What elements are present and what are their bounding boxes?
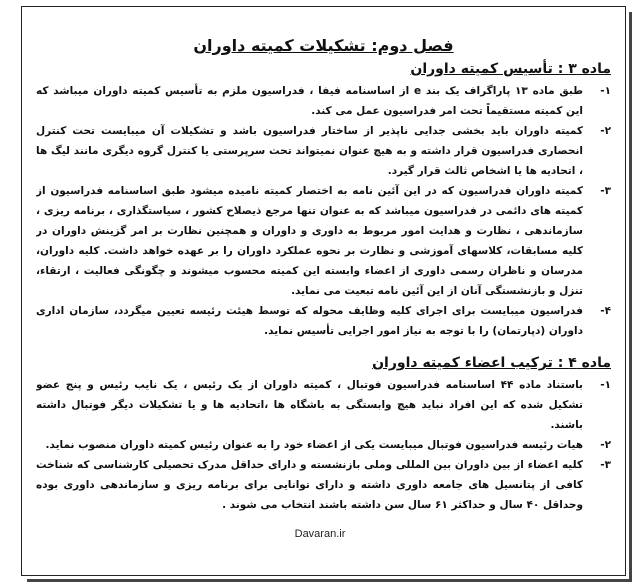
item-text: هیات رئیسه فدراسیون فوتبال میبایست یکی از اعضاء خود را به عنوان رئیس کمیته داوران منصوب نماید.	[45, 439, 583, 451]
chapter-title: فصل دوم: تشکیلات کمیته داوران	[193, 36, 454, 55]
article-4-item-3	[36, 455, 611, 515]
article-4-item-1	[36, 375, 611, 435]
item-number: ۳-	[600, 185, 611, 197]
section-title-article-4: ماده ۴ : ترکیب اعضاء کمیته داوران	[372, 355, 611, 371]
item-number: ۲-	[600, 125, 611, 137]
article-4-item-2	[36, 435, 611, 455]
item-number: ۱-	[600, 379, 611, 391]
article-3-item-2	[36, 121, 611, 181]
article-3-item-4	[36, 301, 611, 341]
item-text: فدراسیون میبایست برای اجرای کلیه وظایف محوله که توسط هیئت رئیسه تعیین میگردد، سازمان اداری داوران (دپارتمان) را با توجه به نیاز امور اجرایی تأسیس نماید.	[36, 305, 583, 337]
item-number: ۱-	[600, 85, 611, 97]
footer-website: Davaran.ir	[294, 528, 346, 540]
item-text: باستناد ماده ۴۴ اساسنامه فدراسیون فوتبال ، کمیته داوران از یک رئیس ، یک نایب رئیس و پنج عضو تشکیل شده که این افراد نباید هیچ وابستگی به باشگاه ها ،اتحادیه ها و یا تشکیلات دیگر فوتبال داشته باشند.	[36, 379, 583, 431]
item-number: ۲-	[600, 439, 611, 451]
item-text: کمیته داوران فدراسیون که در این آئین نامه به اختصار کمیته نامیده میشود طبق اساسنامه فدراسیون از کمیته های دائمی در فدراسیون میباشد که به عنوان تنها مرجع ذیصلاح کشور ، سیاستگذاری ، برنامه ریزی ، سازماندهی ، نظارت و هدایت امور مربوط به داوری و داوران و همچنین نظارت بر امر گزینش داوران در کلیه مسابقات، کلاسهای آموزشی و نظارت بر نحوه عملکرد داوران را بر عهده خواهد داشت. کلیه داوران، مدرسان و ناظران رسمی داوری از اعضاء وابسته این کمیته محسوب میشوند و چگونگی فعالیت ، ارتقاء، تنزل و بازنشستگی آنان از این آئین نامه تبعیت می نماید.	[36, 185, 583, 297]
item-text: کلیه اعضاء از بین داوران بین المللی وملی بازنشسته و دارای حداقل مدرک تحصیلی کارشناسی که شناخت کافی از پتانسیل های جامعه داوری داشته و دارای توانایی برای برنامه ریزی و سازماندهی داوری بوده وحداقل ۴۰ سال و حداکثر ۶۱ سال سن داشته باشند انتخاب می شوند .	[36, 459, 583, 511]
item-number: ۴-	[600, 305, 611, 317]
item-number: ۳-	[600, 459, 611, 471]
article-3-item-3	[36, 181, 611, 301]
item-text: طبق ماده ۱۳ پاراگراف یک بند e از اساسنامه فیفا ، فدراسیون ملزم به تأسیس کمیته داوران میباشد که این کمیته مستقیماً تحت امر فدراسیون عمل می کند.	[36, 85, 583, 117]
item-text: کمیته داوران باید بخشی جدایی ناپذیر از ساختار فدراسیون باشد و تشکیلات آن میبایست تحت کنترل انحصاری فدراسیون قرار داشته و به هیچ عنوان نمیتواند تحت سرپرستی یا کنترل گروه دیگری مانند لیگ ها ، اتحادیه ها یا اشخاص ثالث قرار گیرد.	[36, 125, 583, 177]
document-content	[36, 36, 611, 556]
article-3-item-1	[36, 81, 611, 121]
section-title-article-3: ماده ۳ : تأسیس کمیته داوران	[410, 61, 611, 77]
